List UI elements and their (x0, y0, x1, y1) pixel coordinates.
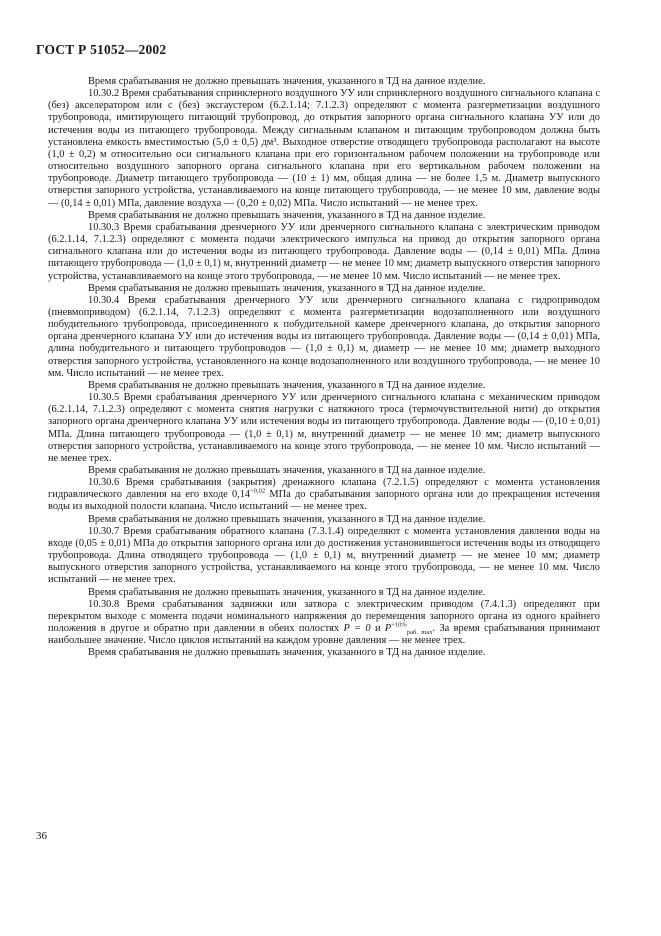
formula-subscript: раб. max (406, 629, 433, 637)
paragraph-text: МПа до срабатывания запорного органа или до прекращения истечения воды из выходной полости клапана. Число испытаний — не менее трех. (48, 489, 600, 513)
paragraph-text: . За время срабатывания принимают наибольшее значение. Число циклов испытаний на каждом уровне давления — не менее трех. (48, 623, 600, 647)
formula-p: P (384, 623, 392, 635)
formula-conjunction: и (370, 623, 385, 635)
paragraph: Время срабатывания не должно превышать значения, указанного в ТД на данное изделие. (88, 282, 486, 294)
paragraph: Время срабатывания не должно превышать значения, указанного в ТД на данное изделие. (88, 76, 486, 87)
paragraph: Время срабатывания не должно превышать значения, указанного в ТД на данное изделие. (88, 465, 486, 476)
paragraph: 10.30.5 Время срабатывания дренчерного УУ или дренчерного сигнального клапана с механическим приводом (6.2.1.14, 7.1.2.3) определяют с момента снятия нагрузки с натяжного троса (термочувствительной нити) до открытия запорного органа дренчерного клапана УУ или истечения воды из питающего трубопровода. Давление воды — (0,10 ± 0,01) МПа. Длина питающего трубопровода — (1,0 ± 0,1) м, внутренний диаметр — не менее 10 мм; диаметр выпускного отверстия запорного устройства, устанавливаемого на конце этого трубопровода, — не менее 10 мм. Число испытаний — не менее трех. (48, 392, 600, 464)
formula-p-zero: P = 0 (343, 623, 371, 635)
paragraph: Время срабатывания не должно превышать значения, указанного в ТД на данное изделие. (88, 647, 486, 659)
paragraph (48, 477, 600, 513)
paragraph: Время срабатывания не должно превышать значения, указанного в ТД на данное изделие. (88, 513, 486, 525)
paragraph: Время срабатывания не должно превышать значения, указанного в ТД на данное изделие. (88, 209, 486, 221)
paragraph-text: 10.30.6 Время срабатывания (закрытия) дренажного клапана (7.2.1.5) определяют с момента установления гидравлического давления на его входе 0,14 (48, 477, 600, 501)
document-header: ГОСТ Р 51052—2002 (36, 42, 167, 57)
paragraph: 10.30.3 Время срабатывания дренчерного УУ или дренчерного сигнального клапана с электрическим приводом (6.2.1.14, 7.1.2.3) определяют с момента подачи электрического импульса на привод до открытия запорного органа сигнального клапана или до истечения воды из питающего трубопровода. Давление воды — (0,14 ± 0,01) МПа. Длина питающего трубопровода — (1,0 ± 0,1) м, внутренний диаметр — не менее 10 мм; диаметр выпускного отверстия запорного устройства, устанавливаемого на конце этого трубопровода, — не менее 10 мм. Число испытаний — не менее трех. (48, 221, 600, 282)
paragraph: 10.30.4 Время срабатывания дренчерного УУ или дренчерного сигнального клапана с гидроприводом (пневмоприводом) (6.2.1.14, 7.1.2.3) определяют с момента разгерметизации водозаполненного или воздушного побудительного трубопровода, присоединенного к побудительной камере дренчерного клапана, до открытия запорного органа дренчерного клапана УУ или до истечения воды из питающего трубопровода. Давление воды — (0,14 ± 0,01) МПа, длина побудительного и питающего трубопроводов — (1,0 ± 0,1) м, диаметр — не менее 10 мм; диаметр выходного отверстия запорного устройства, установленного на конце водозаполненного или воздушного трубопровода, — не менее 10 мм. Число испытаний — не менее трех. (48, 294, 600, 379)
paragraph-text: 10.30.8 Время срабатывания задвижки или затвора с электрическим приводом (7.4.1.3) определяют при перекрытом выходе с момента подачи номинального напряжения до перемещения запорного органа из одного крайнего положения в другое и обратно при давлении в обеих полостях (48, 598, 600, 635)
tolerance-superscript: +0,02 (250, 487, 266, 495)
page-number: 36 (36, 830, 47, 842)
paragraph: 10.30.2 Время срабатывания спринклерного воздушного УУ или спринклерного воздушного сигнального клапана с (без) акселератором или с (без) эксгаустером (6.2.1.14; 7.1.2.3) определяют с момента разгерметизации воздушного трубопровода, имитирующего питающий трубопровод, до открытия запорного органа сигнального клапана УУ или до истечения воды из питающего трубопровода. Между сигнальным клапаном и питающим трубопроводом должна быть установлена емкость вместимостью (5,0 ± 0,5) дм³. Выходное отверстие отводящего трубопровода располагают на высоте (1,0 ± 0,2) м относительно оси сигнального клапана при его горизонтальном рабочем положении на трубопроводе или относительно воздушного запорного органа сигнального клапана при его вертикальном рабочем положении на трубопроводе. Диаметр питающего трубопровода — (10 ± 1) мм, общая длина — не более 1,5 м. Диаметр выпускного отверстия запорного устройства, устанавливаемого на конце питающего трубопровода, — не менее 10 мм, давление воды — (0,14 ± 0,01) МПа, давление воздуха — (0,20 ± 0,02) МПа. Число испытаний — не менее трех. (48, 88, 600, 209)
paragraph: Время срабатывания не должно превышать значения, указанного в ТД на данное изделие. (88, 586, 486, 598)
paragraph (48, 599, 600, 648)
document-body (48, 76, 600, 660)
paragraph: 10.30.7 Время срабатывания обратного клапана (7.3.1.4) определяют с момента установления давления воды на входе (0,05 ± 0,01) МПа до открытия запорного органа или до достижения установившегося истечения воды из отводящего трубопровода. Длина отводящего трубопровода — (1,0 ± 0,1) м, внутренний диаметр — не менее 10 мм; диаметр выпускного отверстия запорного устройства, устанавливаемого на конце этого трубопровода, — не менее 10 мм. Число испытаний — не менее трех. (48, 525, 600, 586)
paragraph: Время срабатывания не должно превышать значения, указанного в ТД на данное изделие. (88, 379, 486, 391)
formula-superscript: +10% (391, 621, 407, 629)
